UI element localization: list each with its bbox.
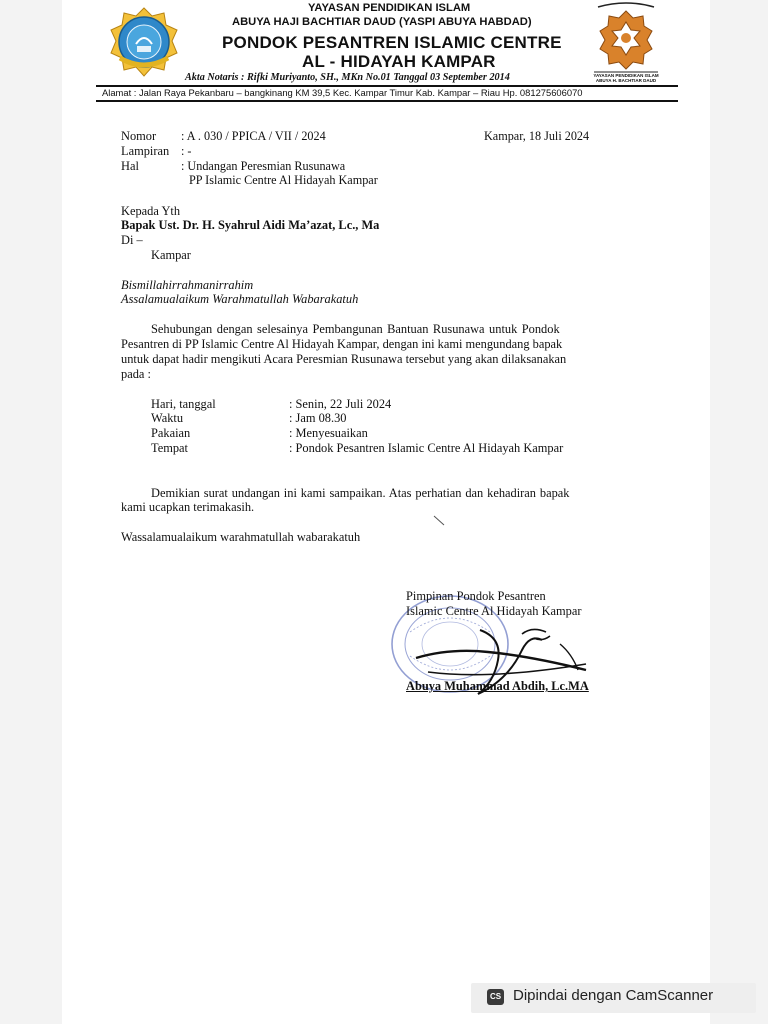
- hal-label: Hal: [121, 159, 139, 173]
- detail-value: : Senin, 22 Juli 2024: [289, 397, 392, 411]
- lampiran-label: Lampiran: [121, 144, 170, 158]
- detail-value: : Jam 08.30: [289, 411, 347, 425]
- detail-label: Pakaian: [151, 426, 191, 440]
- body-paragraph-2-line-2: kami ucapkan terimakasih.: [121, 500, 255, 514]
- recipient-di: Di –: [121, 233, 143, 247]
- hal-value-continued: PP Islamic Centre Al Hidayah Kampar: [189, 173, 378, 187]
- header-divider-bottom: [96, 100, 678, 102]
- body-paragraph-2-line-1: Demikian surat undangan ini kami sampaikan. Atas perhatian dan kehadiran bapak: [151, 486, 570, 500]
- body-paragraph-1-line-2: Pesantren di PP Islamic Centre Al Hidayah Kampar, dengan ini kami mengundang bapak: [121, 337, 563, 351]
- bismillah: Bismillahirrahmanirrahim: [121, 278, 254, 292]
- letter-date: Kampar, 18 Juli 2024: [484, 129, 590, 143]
- right-logo-caption: YAYASAN PENDIDIKAN ISLAM ABUYA H. BACHTIAR DAUD: [593, 73, 659, 83]
- recipient-name: Bapak Ust. Dr. H. Syahrul Aidi Ma’azat, Lc., Ma: [121, 218, 380, 232]
- camscanner-text: Dipindai dengan CamScanner: [513, 987, 714, 1004]
- signatory-name: Abuya Muhammad Abdih, Lc.MA: [406, 679, 589, 693]
- school-subname: AL - HIDAYAH KAMPAR: [302, 52, 496, 71]
- recipient-to: Kepada Yth: [121, 204, 181, 218]
- address-line: Alamat : Jalan Raya Pekanbaru – bangkinang KM 39,5 Kec. Kampar Timur Kab. Kampar – Riau Hp. 081275606070: [102, 87, 583, 98]
- closing-salam: Wassalamualaikum warahmatullah wabarakatuh: [121, 530, 361, 544]
- foundation-line: YAYASAN PENDIDIKAN ISLAM: [308, 2, 471, 14]
- detail-value: : Pondok Pesantren Islamic Centre Al Hidayah Kampar: [289, 441, 564, 455]
- signature-title-line-2: Islamic Centre Al Hidayah Kampar: [406, 604, 582, 618]
- foundation-full-line: ABUYA HAJI BACHTIAR DAUD (YASPI ABUYA HABDAD): [232, 16, 532, 28]
- hal-value: : Undangan Peresmian Rusunawa: [181, 159, 346, 173]
- signature-title-line-1: Pimpinan Pondok Pesantren: [406, 589, 546, 603]
- nomor-value: : A . 030 / PPICA / VII / 2024: [181, 129, 326, 143]
- school-logo-icon: [106, 6, 182, 80]
- school-name: PONDOK PESANTREN ISLAMIC CENTRE: [222, 33, 562, 52]
- body-paragraph-1-line-4: pada :: [121, 367, 151, 381]
- detail-label: Hari, tanggal: [151, 397, 216, 411]
- camscanner-icon: CS: [487, 989, 504, 1005]
- detail-label: Waktu: [151, 411, 184, 425]
- nomor-label: Nomor: [121, 129, 157, 143]
- body-paragraph-1-line-1: Sehubungan dengan selesainya Pembangunan Bantuan Rusunawa untuk Pondok: [151, 322, 560, 336]
- scan-mark: [432, 514, 446, 528]
- recipient-place: Kampar: [151, 248, 191, 262]
- body-paragraph-1-line-3: untuk dapat hadir mengikuti Acara Peresmian Rusunawa tersebut yang akan dilaksanakan: [121, 352, 567, 366]
- detail-value: : Menyesuaikan: [289, 426, 368, 440]
- lampiran-value: : -: [181, 144, 192, 158]
- detail-label: Tempat: [151, 441, 188, 455]
- salam-opening: Assalamualaikum Warahmatullah Wabarakatuh: [121, 292, 359, 306]
- notary-line: Akta Notaris : Rifki Muriyanto, SH., MKn No.01 Tanggal 03 September 2014: [185, 72, 510, 83]
